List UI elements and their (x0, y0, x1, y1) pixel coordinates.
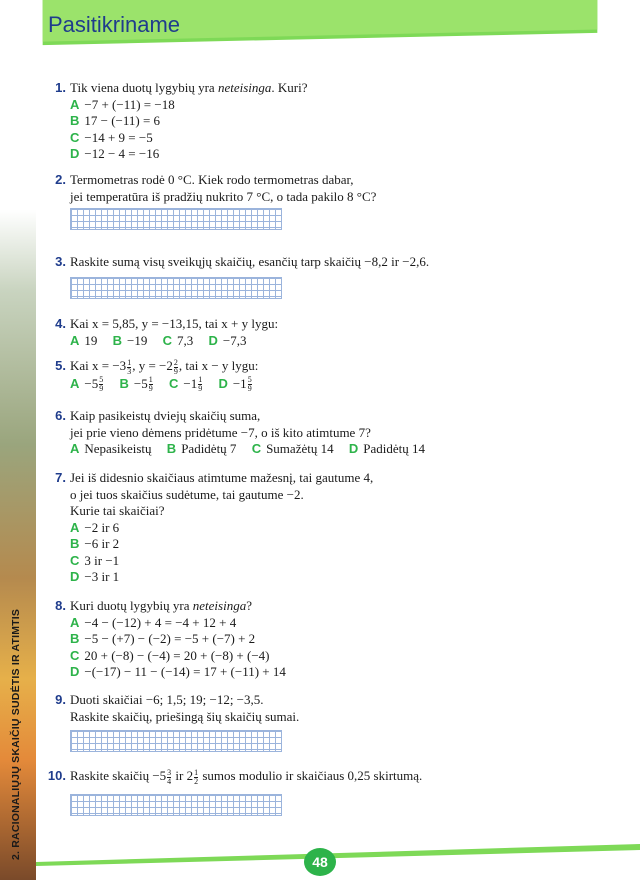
fraction: $\frac{1}{3}$ (127, 357, 132, 376)
option-text: 17 − (−11) = 6 (84, 113, 161, 128)
chapter-side-label: 2. RACIONALIŲJŲ SKAIČIŲ SUDĖTIS IR ATIMTIS (10, 608, 22, 860)
answer-grid[interactable] (70, 208, 282, 230)
option-letter: B (70, 631, 80, 646)
option-letter: C (70, 129, 80, 145)
question-number: 9. (55, 692, 66, 707)
question-number: 2. (55, 172, 66, 187)
option-text: Padidėtų 7 (181, 441, 237, 456)
question-number: 4. (55, 316, 66, 331)
option-letter: B (112, 332, 123, 348)
fraction: $\frac{1}{9}$ (148, 375, 153, 394)
option-text: −5 (133, 375, 148, 391)
option-letter: A (70, 519, 80, 535)
page-number: 48 (304, 848, 336, 876)
option-text: Padidėtų 14 (363, 441, 425, 456)
option-text: 3 ir −1 (84, 552, 120, 568)
option-text: 19 (84, 332, 98, 348)
fraction: $\frac{3}{4}$ (167, 767, 172, 786)
question-text (70, 358, 265, 376)
option-text: 20 + (−8) − (−4) = 20 + (−8) + (−4) (84, 647, 270, 663)
option (70, 97, 307, 114)
option (70, 553, 373, 570)
page-title: Pasitikriname (48, 12, 181, 37)
question-number: 10. (47, 768, 66, 783)
fraction: $\frac{1}{9}$ (198, 375, 203, 394)
option-text: 7,3 (177, 332, 194, 348)
fraction: $\frac{5}{9}$ (99, 375, 104, 394)
text-part: Kai x = −3 (70, 358, 127, 373)
question-4 (44, 316, 278, 349)
question-text (70, 598, 286, 615)
answer-grid[interactable] (70, 277, 282, 299)
question-number: 6. (55, 408, 66, 423)
question-text (70, 768, 422, 786)
question-text (70, 80, 307, 97)
question-1 (44, 80, 307, 163)
text-part: . Kuri? (271, 80, 308, 95)
question-text: Kaip pasikeistų dviejų skaičių suma, (70, 408, 261, 423)
option-text: −5 (84, 375, 99, 391)
question-text: Raskite sumą visų sveikųjų skaičių, esančių tarp skaičių −8,2 ir −2,6. (70, 254, 430, 269)
option-text: −5 − (+7) − (−2) = −5 + (−7) + 2 (84, 631, 256, 646)
fraction: $\frac{5}{9}$ (247, 375, 252, 394)
option-text: −14 + 9 = −5 (84, 129, 153, 145)
option-letter: C (70, 552, 80, 568)
question-number: 8. (55, 598, 66, 613)
question-number: 1. (55, 80, 66, 95)
text-part: , tai x − y lygu: (178, 358, 259, 373)
question-10 (44, 768, 422, 816)
option-text: −12 − 4 = −16 (84, 146, 160, 161)
fraction: $\frac{1}{2}$ (194, 767, 199, 786)
option-letter: A (70, 614, 80, 630)
answer-grid[interactable] (70, 794, 282, 816)
emphasis: neteisinga (192, 598, 247, 613)
option (70, 664, 286, 681)
option-letter: C (251, 441, 262, 456)
option-letter: A (70, 96, 80, 112)
options-row (70, 376, 265, 394)
option-text: −1 (232, 375, 247, 391)
text-part: Tik viena duotų lygybių yra (70, 80, 218, 95)
emphasis: neteisinga (217, 80, 272, 95)
answer-grid[interactable] (70, 730, 282, 752)
question-text: jei prie vieno dėmens pridėtume −7, o iš kito atimtume 7? (70, 424, 371, 440)
question-6 (44, 408, 437, 458)
option-letter: D (218, 375, 228, 391)
option-text: −2 ir 6 (84, 519, 120, 535)
question-number: 5. (55, 358, 66, 373)
option (70, 130, 307, 147)
option-letter: A (70, 332, 80, 348)
option-text: −6 ir 2 (84, 536, 120, 551)
option (70, 648, 286, 665)
option-letter: C (168, 375, 179, 391)
option-letter: D (70, 569, 80, 584)
option-letter: C (162, 332, 173, 348)
option-text: −19 (127, 332, 148, 348)
option-text: Nepasikeistų (84, 441, 152, 456)
option (70, 146, 307, 163)
option-letter: A (70, 375, 80, 391)
option-letter: D (70, 146, 80, 161)
question-number: 7. (55, 470, 66, 485)
question-7 (44, 470, 373, 586)
option-letter: D (70, 664, 80, 679)
text-part: sumos modulio ir skaičiaus 0,25 skirtumą. (199, 768, 423, 783)
option-letter: B (70, 113, 80, 128)
option-text: −1 (183, 375, 198, 391)
question-text: Kurie tai skaičiai? (70, 503, 165, 518)
question-3 (44, 254, 429, 299)
option-letter: B (119, 375, 129, 391)
question-5 (44, 358, 265, 393)
options-row (70, 333, 278, 350)
option-letter: A (70, 441, 80, 456)
text-part: , y = −2 (132, 358, 173, 373)
option (70, 536, 373, 553)
text-part: Raskite skaičių −5 (70, 768, 167, 783)
option-text: −(−17) − 11 − (−14) = 17 + (−11) + 14 (84, 664, 286, 679)
option-letter: D (208, 332, 218, 348)
option-letter: B (70, 536, 80, 551)
option-text: Sumažėtų 14 (266, 441, 334, 456)
question-text: Termometras rodė 0 °C. Kiek rodo termometras dabar, (70, 172, 354, 187)
option-text: −3 ir 1 (84, 569, 120, 584)
option (70, 569, 373, 586)
option (70, 615, 286, 632)
option (70, 113, 307, 130)
question-9 (44, 692, 299, 752)
option-letter: B (166, 441, 177, 456)
question-text: Raskite skaičių, priešingą šių skaičių sumai. (70, 708, 300, 724)
question-text: Kai x = 5,85, y = −13,15, tai x + y lygu: (70, 316, 279, 331)
option-letter: D (348, 441, 359, 456)
option-text: −7,3 (222, 332, 247, 348)
text-part: Kuri duotų lygybių yra (70, 598, 193, 613)
option-text: −4 − (−12) + 4 = −4 + 12 + 4 (84, 614, 237, 630)
option (70, 520, 373, 537)
question-text: o jei tuos skaičius sudėtume, tai gautume −2. (70, 486, 304, 502)
question-number: 3. (55, 254, 66, 269)
question-8 (44, 598, 286, 681)
question-text: Jei iš didesnio skaičiaus atimtume mažesnį, tai gautume 4, (70, 470, 374, 485)
option-text: −7 + (−11) = −18 (84, 96, 175, 112)
option-letter: C (70, 647, 80, 663)
question-text: jei temperatūra iš pradžių nukrito 7 °C, o tada pakilo 8 °C? (70, 188, 377, 204)
options-row (70, 441, 437, 458)
fraction: $\frac{2}{9}$ (173, 357, 178, 376)
question-text: Duoti skaičiai −6; 1,5; 19; −12; −3,5. (70, 692, 264, 707)
text-part: ir 2 (172, 768, 194, 783)
text-part: ? (246, 598, 252, 613)
question-2 (44, 172, 376, 230)
option (70, 631, 286, 648)
